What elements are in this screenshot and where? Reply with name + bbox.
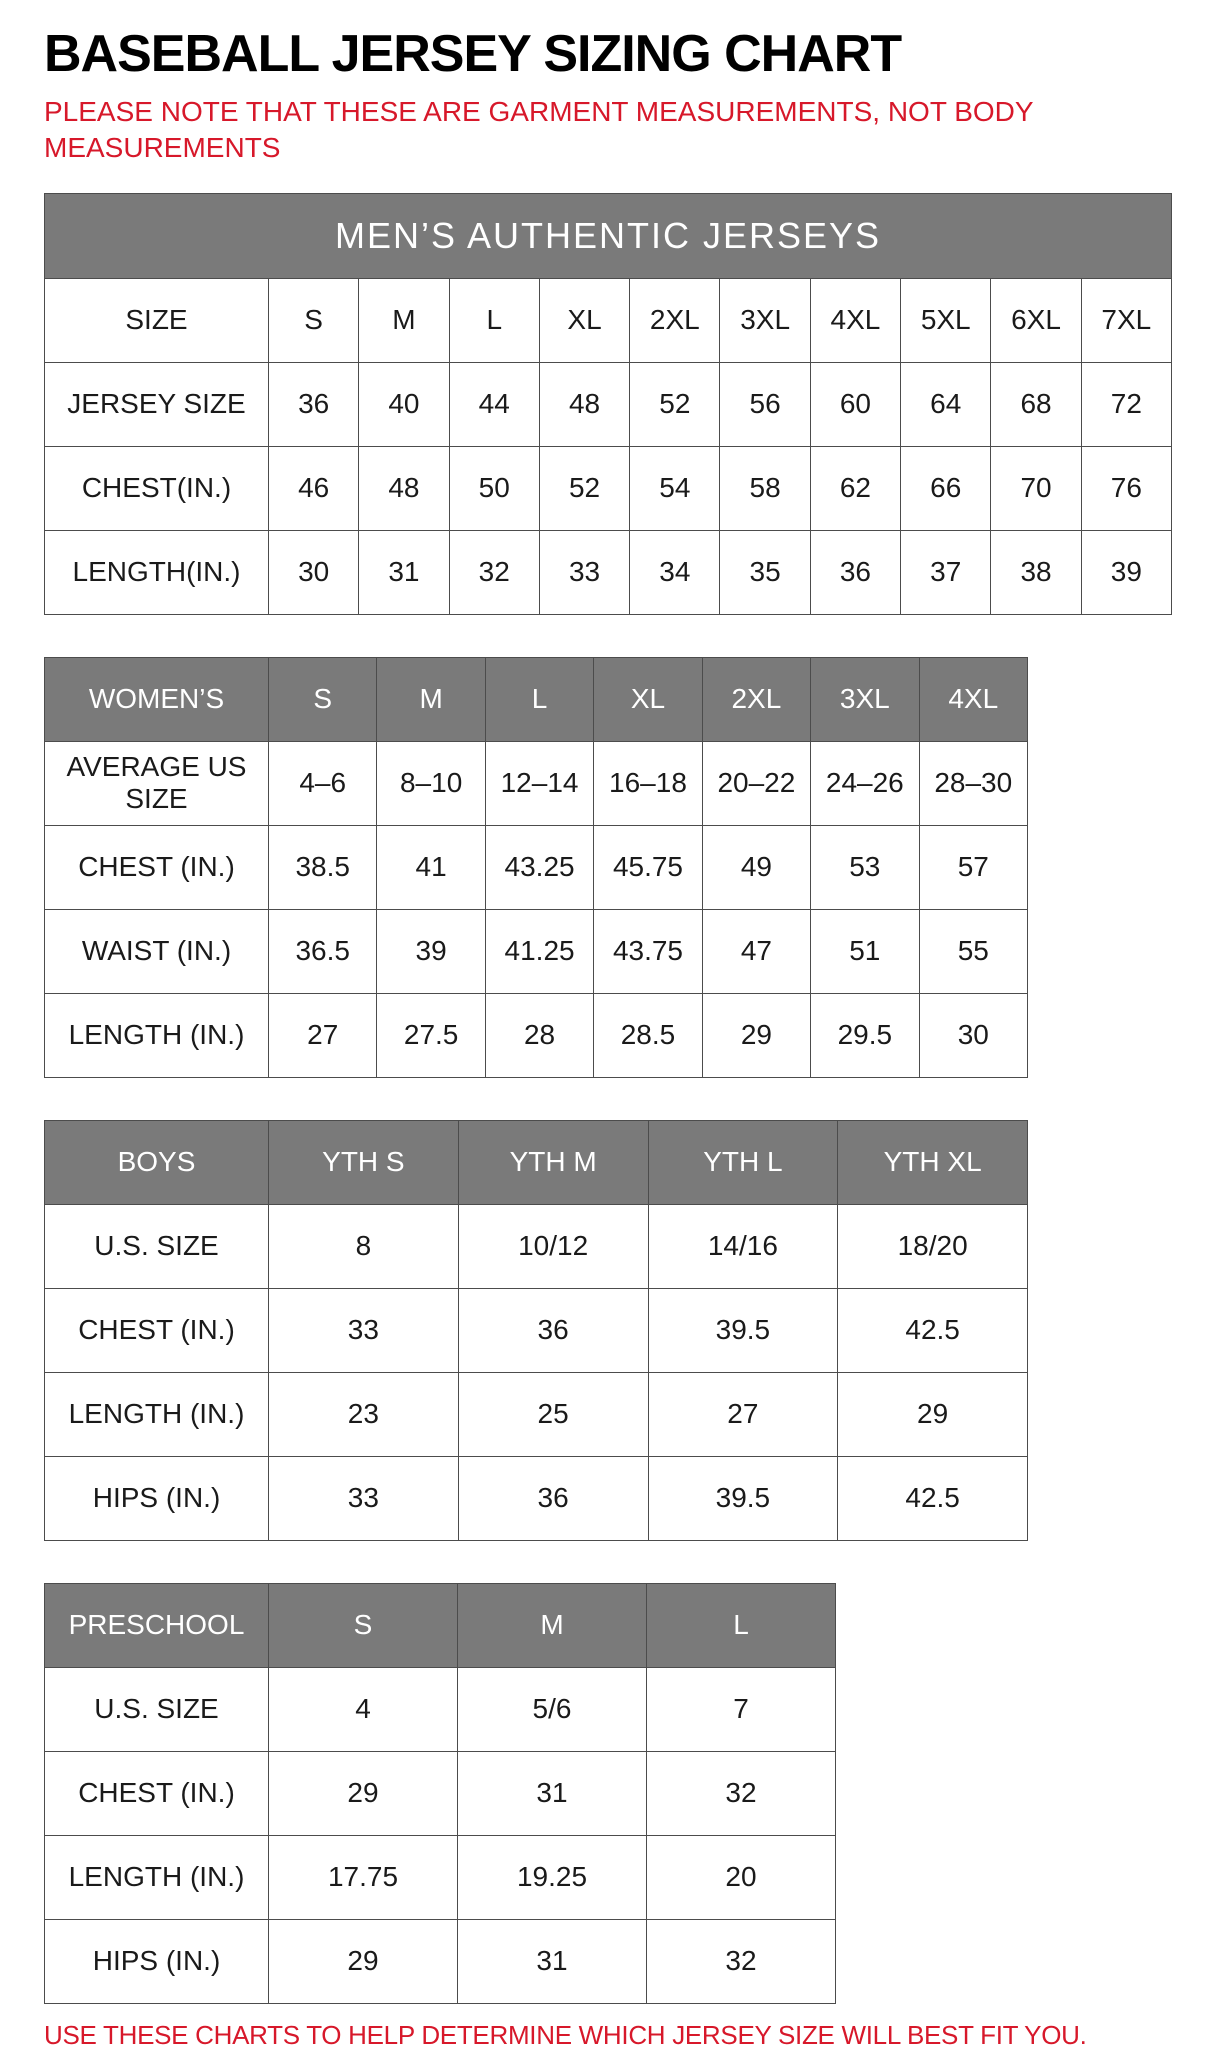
boys-cell-r1-c2: 39.5 (648, 1288, 838, 1372)
mens-cell-r1-c5: 56 (720, 362, 810, 446)
boys-cell-r0-c0: 8 (269, 1204, 459, 1288)
mens-cell-r0-c2: L (449, 278, 539, 362)
mens-cell-r1-c4: 52 (630, 362, 720, 446)
preschool-row-label-0: U.S. SIZE (45, 1667, 269, 1751)
womens-row-1 (45, 825, 1028, 909)
womens-cell-r1-c3: 45.75 (594, 825, 702, 909)
mens-cell-r1-c9: 72 (1081, 362, 1171, 446)
womens-col-header-3: XL (594, 657, 702, 741)
womens-row-label-1: CHEST (IN.) (45, 825, 269, 909)
mens-cell-r0-c3: XL (539, 278, 629, 362)
preschool-cell-r1-c1: 31 (458, 1751, 647, 1835)
womens-cell-r0-c4: 20–22 (702, 741, 810, 825)
womens-cell-r1-c0: 38.5 (269, 825, 377, 909)
womens-row-label-3: LENGTH (IN.) (45, 993, 269, 1077)
womens-cell-r2-c2: 41.25 (485, 909, 593, 993)
boys-row-0 (45, 1204, 1028, 1288)
preschool-row-1 (45, 1751, 836, 1835)
womens-cell-r0-c3: 16–18 (594, 741, 702, 825)
mens-cell-r3-c8: 38 (991, 530, 1081, 614)
preschool-sizing-table (44, 1583, 836, 2004)
womens-cell-r1-c6: 57 (919, 825, 1027, 909)
boys-cell-r2-c0: 23 (269, 1372, 459, 1456)
boys-row-label-1: CHEST (IN.) (45, 1288, 269, 1372)
mens-cell-r3-c1: 31 (359, 530, 449, 614)
mens-cell-r2-c7: 66 (901, 446, 991, 530)
preschool-cell-r1-c0: 29 (269, 1751, 458, 1835)
womens-sizing-table (44, 657, 1028, 1078)
womens-cell-r3-c1: 27.5 (377, 993, 485, 1077)
preschool-cell-r2-c2: 20 (647, 1835, 836, 1919)
womens-cell-r2-c0: 36.5 (269, 909, 377, 993)
mens-cell-r2-c2: 50 (449, 446, 539, 530)
mens-cell-r2-c6: 62 (810, 446, 900, 530)
boys-cell-r0-c3: 18/20 (838, 1204, 1028, 1288)
womens-cell-r0-c0: 4–6 (269, 741, 377, 825)
mens-cell-r0-c9: 7XL (1081, 278, 1171, 362)
womens-cell-r0-c1: 8–10 (377, 741, 485, 825)
preschool-cell-r3-c0: 29 (269, 1919, 458, 2003)
boys-cell-r1-c1: 36 (458, 1288, 648, 1372)
boys-cell-r2-c2: 27 (648, 1372, 838, 1456)
mens-cell-r3-c5: 35 (720, 530, 810, 614)
preschool-cell-r0-c1: 5/6 (458, 1667, 647, 1751)
mens-cell-r3-c0: 30 (269, 530, 359, 614)
mens-cell-r3-c3: 33 (539, 530, 629, 614)
boys-col-header-2: YTH L (648, 1120, 838, 1204)
boys-cell-r2-c3: 29 (838, 1372, 1028, 1456)
mens-cell-r1-c6: 60 (810, 362, 900, 446)
boys-cell-r0-c2: 14/16 (648, 1204, 838, 1288)
boys-cell-r2-c1: 25 (458, 1372, 648, 1456)
mens-cell-r3-c4: 34 (630, 530, 720, 614)
preschool-cell-r2-c1: 19.25 (458, 1835, 647, 1919)
mens-cell-r1-c0: 36 (269, 362, 359, 446)
page-title: BASEBALL JERSEY SIZING CHART (44, 25, 902, 83)
preschool-cell-r0-c0: 4 (269, 1667, 458, 1751)
mens-cell-r1-c1: 40 (359, 362, 449, 446)
preschool-row-label-3: HIPS (IN.) (45, 1919, 269, 2003)
footer-note: USE THESE CHARTS TO HELP DETERMINE WHICH JERSEY SIZE WILL BEST FIT YOU. (44, 2019, 1087, 2050)
mens-row-label-0: SIZE (45, 278, 269, 362)
womens-cell-r1-c2: 43.25 (485, 825, 593, 909)
womens-cell-r2-c3: 43.75 (594, 909, 702, 993)
mens-cell-r1-c2: 44 (449, 362, 539, 446)
mens-authentic-jerseys-table (44, 193, 1172, 615)
womens-cell-r3-c2: 28 (485, 993, 593, 1077)
boys-row-label-2: LENGTH (IN.) (45, 1372, 269, 1456)
mens-cell-r0-c6: 4XL (810, 278, 900, 362)
womens-row-label-2: WAIST (IN.) (45, 909, 269, 993)
womens-col-header-2: L (485, 657, 593, 741)
boys-header-row (45, 1120, 1028, 1204)
boys-cell-r1-c0: 33 (269, 1288, 459, 1372)
mens-row-0 (45, 278, 1172, 362)
mens-cell-r1-c7: 64 (901, 362, 991, 446)
boys-cell-r3-c0: 33 (269, 1456, 459, 1540)
womens-cell-r3-c0: 27 (269, 993, 377, 1077)
mens-cell-r0-c1: M (359, 278, 449, 362)
preschool-row-label-2: LENGTH (IN.) (45, 1835, 269, 1919)
womens-header-row (45, 657, 1028, 741)
mens-cell-r0-c5: 3XL (720, 278, 810, 362)
womens-row-label-0: AVERAGE US SIZE (45, 741, 269, 825)
boys-row-2 (45, 1372, 1028, 1456)
mens-cell-r0-c8: 6XL (991, 278, 1081, 362)
mens-title-row (45, 193, 1172, 278)
womens-cell-r2-c1: 39 (377, 909, 485, 993)
mens-cell-r2-c3: 52 (539, 446, 629, 530)
boys-sizing-table (44, 1120, 1028, 1541)
boys-cell-r0-c1: 10/12 (458, 1204, 648, 1288)
boys-cell-r1-c3: 42.5 (838, 1288, 1028, 1372)
boys-col-header-3: YTH XL (838, 1120, 1028, 1204)
womens-cell-r1-c1: 41 (377, 825, 485, 909)
mens-cell-r3-c9: 39 (1081, 530, 1171, 614)
womens-cell-r3-c5: 29.5 (811, 993, 919, 1077)
womens-cell-r2-c4: 47 (702, 909, 810, 993)
womens-col-header-1: M (377, 657, 485, 741)
garment-measurement-note: PLEASE NOTE THAT THESE ARE GARMENT MEASUREMENTS, NOT BODY MEASUREMENTS (44, 96, 1034, 164)
womens-cell-r3-c6: 30 (919, 993, 1027, 1077)
boys-col-header-0: YTH S (269, 1120, 459, 1204)
preschool-header-label: PRESCHOOL (45, 1583, 269, 1667)
womens-col-header-4: 2XL (702, 657, 810, 741)
womens-cell-r2-c6: 55 (919, 909, 1027, 993)
mens-cell-r2-c1: 48 (359, 446, 449, 530)
boys-row-3 (45, 1456, 1028, 1540)
preschool-cell-r0-c2: 7 (647, 1667, 836, 1751)
mens-cell-r2-c0: 46 (269, 446, 359, 530)
preschool-cell-r2-c0: 17.75 (269, 1835, 458, 1919)
mens-row-label-1: JERSEY SIZE (45, 362, 269, 446)
mens-cell-r2-c8: 70 (991, 446, 1081, 530)
boys-cell-r3-c2: 39.5 (648, 1456, 838, 1540)
mens-cell-r2-c5: 58 (720, 446, 810, 530)
womens-cell-r0-c2: 12–14 (485, 741, 593, 825)
womens-cell-r0-c6: 28–30 (919, 741, 1027, 825)
mens-row-label-3: LENGTH(IN.) (45, 530, 269, 614)
boys-row-label-0: U.S. SIZE (45, 1204, 269, 1288)
womens-cell-r2-c5: 51 (811, 909, 919, 993)
preschool-col-header-0: S (269, 1583, 458, 1667)
womens-cell-r3-c4: 29 (702, 993, 810, 1077)
mens-row-1 (45, 362, 1172, 446)
womens-col-header-0: S (269, 657, 377, 741)
boys-row-1 (45, 1288, 1028, 1372)
preschool-row-2 (45, 1835, 836, 1919)
womens-header-label: WOMEN’S (45, 657, 269, 741)
mens-row-3 (45, 530, 1172, 614)
womens-col-header-6: 4XL (919, 657, 1027, 741)
boys-header-label: BOYS (45, 1120, 269, 1204)
preschool-row-3 (45, 1919, 836, 2003)
womens-cell-r0-c5: 24–26 (811, 741, 919, 825)
boys-col-header-1: YTH M (458, 1120, 648, 1204)
boys-cell-r3-c3: 42.5 (838, 1456, 1028, 1540)
mens-row-2 (45, 446, 1172, 530)
preschool-row-0 (45, 1667, 836, 1751)
womens-col-header-5: 3XL (811, 657, 919, 741)
preschool-header-row (45, 1583, 836, 1667)
mens-cell-r3-c2: 32 (449, 530, 539, 614)
preschool-col-header-2: L (647, 1583, 836, 1667)
mens-cell-r0-c4: 2XL (630, 278, 720, 362)
womens-cell-r3-c3: 28.5 (594, 993, 702, 1077)
mens-cell-r0-c0: S (269, 278, 359, 362)
preschool-cell-r3-c1: 31 (458, 1919, 647, 2003)
mens-cell-r2-c9: 76 (1081, 446, 1171, 530)
mens-table-title: MEN’S AUTHENTIC JERSEYS (45, 193, 1172, 278)
womens-row-3 (45, 993, 1028, 1077)
boys-cell-r3-c1: 36 (458, 1456, 648, 1540)
preschool-cell-r3-c2: 32 (647, 1919, 836, 2003)
mens-cell-r2-c4: 54 (630, 446, 720, 530)
womens-row-2 (45, 909, 1028, 993)
mens-cell-r3-c7: 37 (901, 530, 991, 614)
preschool-row-label-1: CHEST (IN.) (45, 1751, 269, 1835)
mens-cell-r3-c6: 36 (810, 530, 900, 614)
womens-cell-r1-c4: 49 (702, 825, 810, 909)
womens-row-0 (45, 741, 1028, 825)
womens-cell-r1-c5: 53 (811, 825, 919, 909)
boys-row-label-3: HIPS (IN.) (45, 1456, 269, 1540)
mens-cell-r1-c8: 68 (991, 362, 1081, 446)
mens-row-label-2: CHEST(IN.) (45, 446, 269, 530)
mens-cell-r1-c3: 48 (539, 362, 629, 446)
preschool-col-header-1: M (458, 1583, 647, 1667)
mens-cell-r0-c7: 5XL (901, 278, 991, 362)
preschool-cell-r1-c2: 32 (647, 1751, 836, 1835)
